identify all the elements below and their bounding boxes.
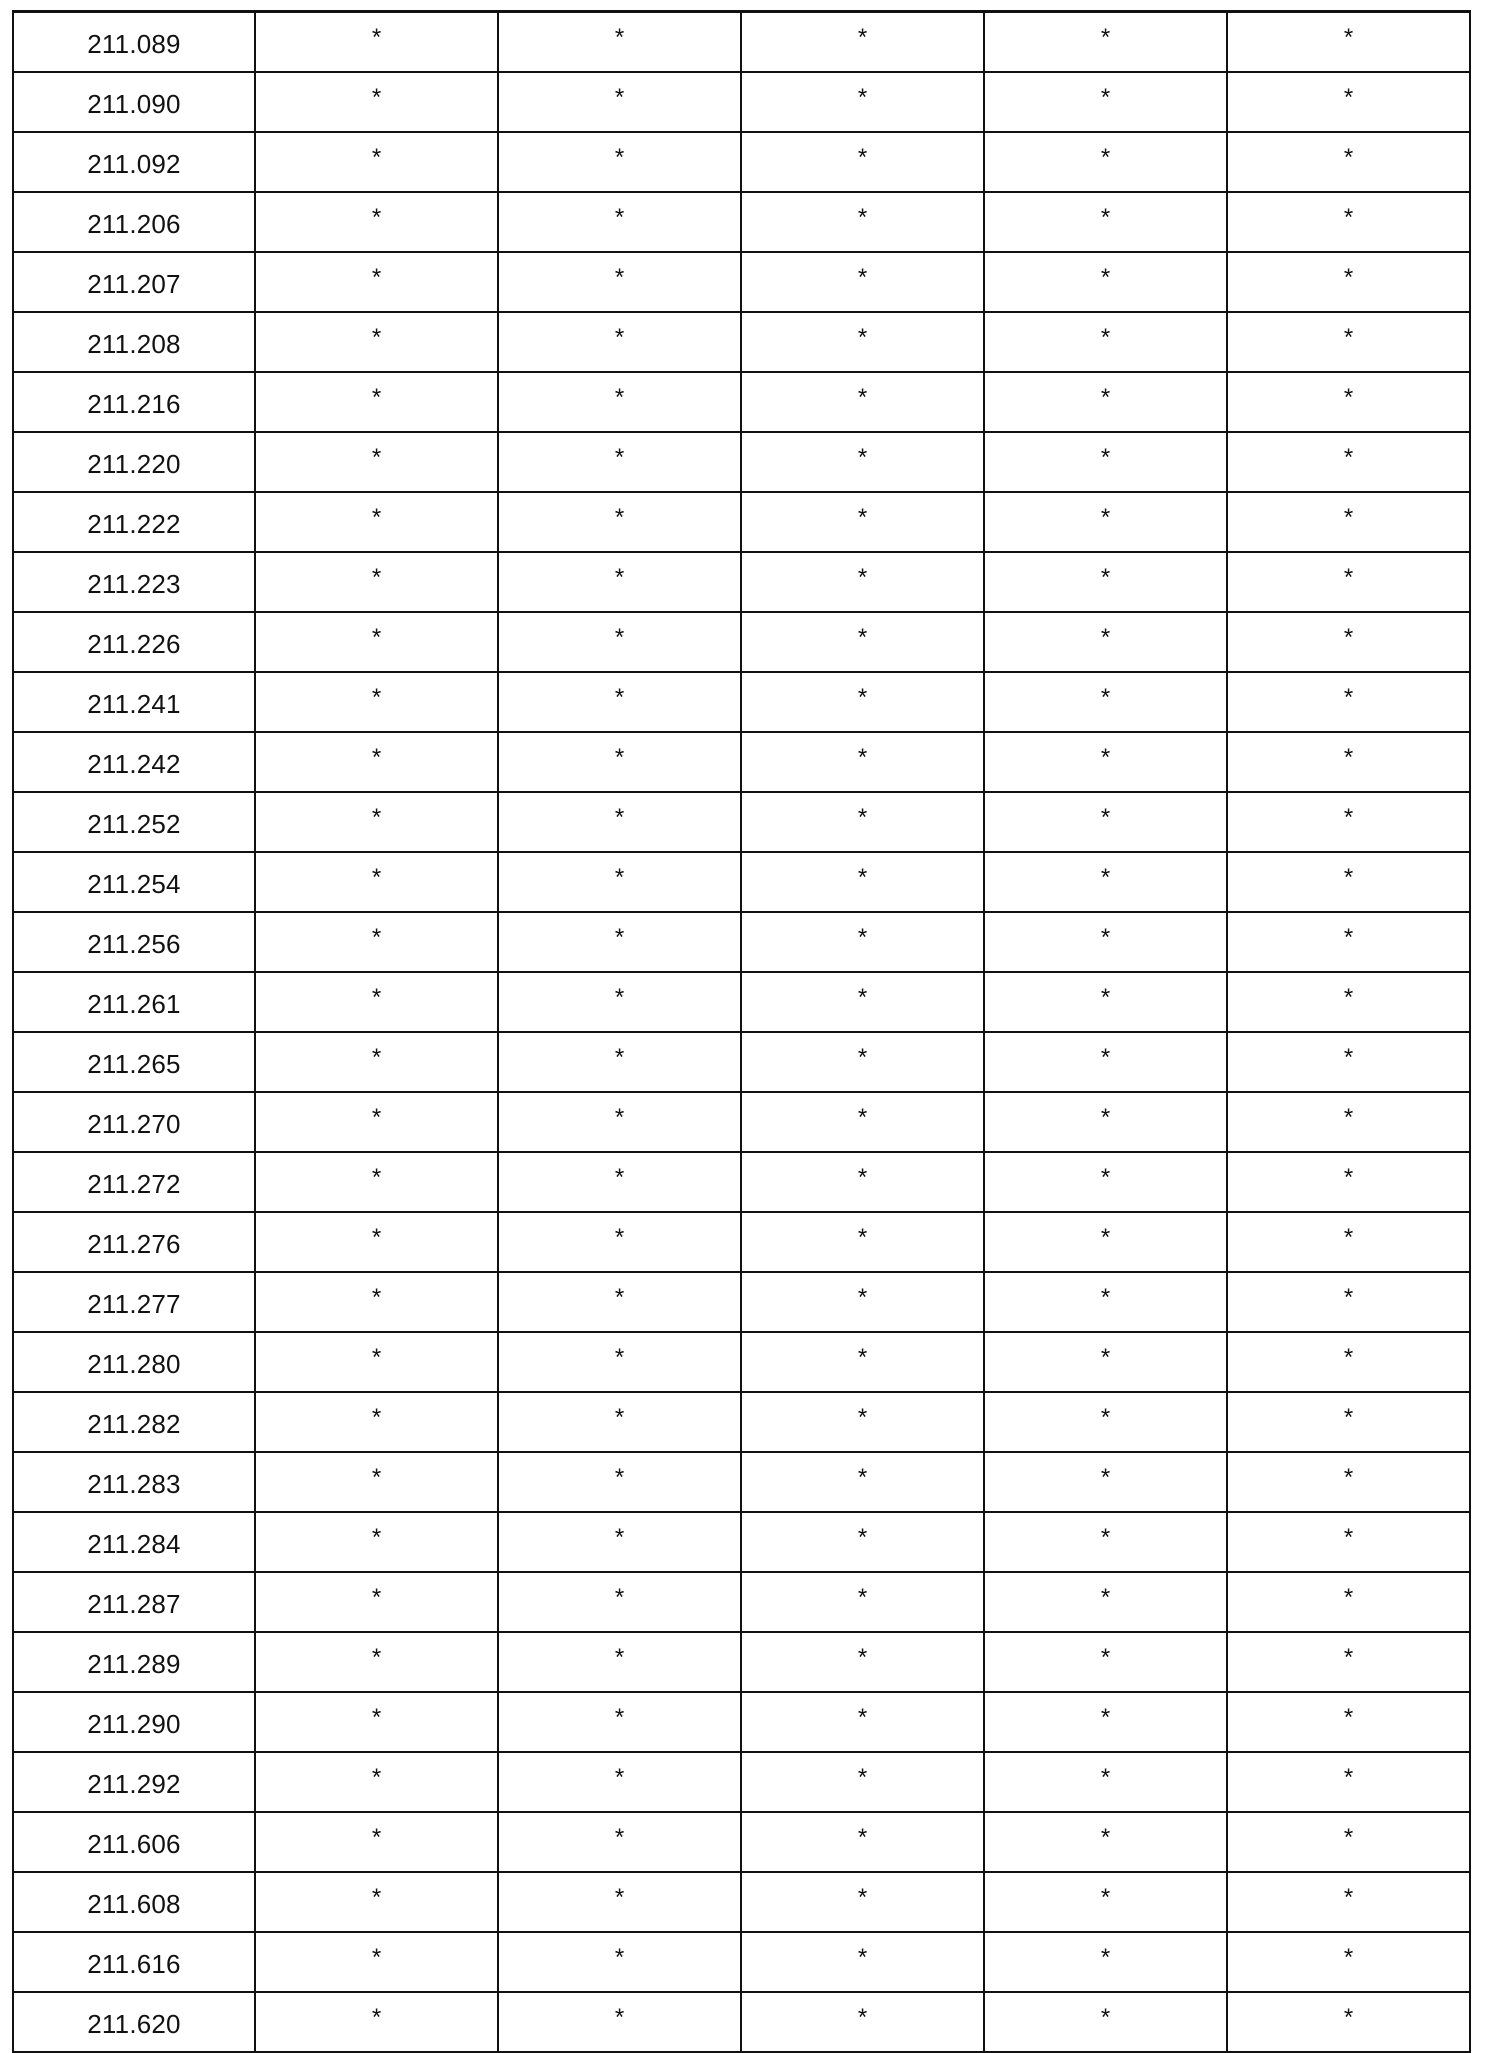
value-cell: *	[255, 492, 498, 552]
value-cell: *	[255, 792, 498, 852]
value-cell: *	[498, 672, 741, 732]
value-cell: *	[255, 612, 498, 672]
value-cell: *	[255, 1452, 498, 1512]
value-cell: *	[741, 1572, 984, 1632]
table-row	[13, 252, 1470, 312]
value-cell: *	[741, 1872, 984, 1932]
value-cell: *	[741, 1392, 984, 1452]
value-cell: *	[498, 1032, 741, 1092]
value-cell: *	[255, 1512, 498, 1572]
table-row	[13, 1272, 1470, 1332]
row-id-cell: 211.282	[13, 1392, 255, 1452]
table-body	[13, 12, 1470, 2053]
value-cell: *	[984, 612, 1227, 672]
row-id-cell: 211.287	[13, 1572, 255, 1632]
value-cell: *	[741, 792, 984, 852]
value-cell: *	[498, 1752, 741, 1812]
table-row	[13, 1872, 1470, 1932]
value-cell: *	[1227, 1872, 1470, 1932]
value-cell: *	[984, 72, 1227, 132]
row-id-cell: 211.265	[13, 1032, 255, 1092]
value-cell: *	[984, 492, 1227, 552]
table-row	[13, 432, 1470, 492]
value-cell: *	[255, 1392, 498, 1452]
value-cell: *	[498, 12, 741, 73]
row-id-cell: 211.289	[13, 1632, 255, 1692]
value-cell: *	[741, 612, 984, 672]
value-cell: *	[255, 1872, 498, 1932]
value-cell: *	[741, 1212, 984, 1272]
value-cell: *	[984, 1632, 1227, 1692]
row-id-cell: 211.616	[13, 1932, 255, 1992]
value-cell: *	[1227, 1992, 1470, 2052]
row-id-cell: 211.089	[13, 12, 255, 73]
table-row	[13, 1632, 1470, 1692]
value-cell: *	[741, 252, 984, 312]
value-cell: *	[1227, 1752, 1470, 1812]
value-cell: *	[1227, 1632, 1470, 1692]
value-cell: *	[255, 972, 498, 1032]
value-cell: *	[255, 552, 498, 612]
value-cell: *	[498, 1512, 741, 1572]
value-cell: *	[741, 672, 984, 732]
value-cell: *	[498, 72, 741, 132]
value-cell: *	[498, 1392, 741, 1452]
table-row	[13, 1212, 1470, 1272]
value-cell: *	[255, 132, 498, 192]
value-cell: *	[741, 312, 984, 372]
value-cell: *	[1227, 1692, 1470, 1752]
value-cell: *	[1227, 132, 1470, 192]
value-cell: *	[255, 1092, 498, 1152]
value-cell: *	[984, 672, 1227, 732]
row-id-cell: 211.222	[13, 492, 255, 552]
value-cell: *	[984, 132, 1227, 192]
value-cell: *	[498, 612, 741, 672]
value-cell: *	[498, 912, 741, 972]
table-row	[13, 312, 1470, 372]
value-cell: *	[498, 252, 741, 312]
value-cell: *	[255, 1332, 498, 1392]
value-cell: *	[255, 72, 498, 132]
table-row	[13, 1932, 1470, 1992]
value-cell: *	[255, 672, 498, 732]
value-cell: *	[498, 1272, 741, 1332]
value-cell: *	[255, 1272, 498, 1332]
row-id-cell: 211.280	[13, 1332, 255, 1392]
value-cell: *	[1227, 1572, 1470, 1632]
table-row	[13, 672, 1470, 732]
value-cell: *	[984, 552, 1227, 612]
value-cell: *	[741, 1332, 984, 1392]
value-cell: *	[498, 1992, 741, 2052]
value-cell: *	[984, 852, 1227, 912]
row-id-cell: 211.620	[13, 1992, 255, 2052]
value-cell: *	[984, 1032, 1227, 1092]
value-cell: *	[1227, 312, 1470, 372]
value-cell: *	[984, 1272, 1227, 1332]
value-cell: *	[1227, 372, 1470, 432]
value-cell: *	[741, 1272, 984, 1332]
value-cell: *	[741, 1692, 984, 1752]
row-id-cell: 211.216	[13, 372, 255, 432]
value-cell: *	[498, 972, 741, 1032]
row-id-cell: 211.290	[13, 1692, 255, 1752]
value-cell: *	[984, 792, 1227, 852]
value-cell: *	[498, 1692, 741, 1752]
value-cell: *	[741, 972, 984, 1032]
value-cell: *	[984, 1332, 1227, 1392]
data-table-container	[12, 10, 1458, 2053]
value-cell: *	[1227, 1212, 1470, 1272]
value-cell: *	[741, 1992, 984, 2052]
value-cell: *	[498, 1812, 741, 1872]
value-cell: *	[984, 1812, 1227, 1872]
row-id-cell: 211.207	[13, 252, 255, 312]
value-cell: *	[741, 912, 984, 972]
row-id-cell: 211.226	[13, 612, 255, 672]
table-row	[13, 732, 1470, 792]
value-cell: *	[498, 1872, 741, 1932]
value-cell: *	[741, 1812, 984, 1872]
value-cell: *	[1227, 1392, 1470, 1452]
value-cell: *	[741, 192, 984, 252]
row-id-cell: 211.242	[13, 732, 255, 792]
value-cell: *	[1227, 1032, 1470, 1092]
value-cell: *	[984, 372, 1227, 432]
table-row	[13, 372, 1470, 432]
row-id-cell: 211.292	[13, 1752, 255, 1812]
table-row	[13, 1152, 1470, 1212]
value-cell: *	[1227, 1452, 1470, 1512]
value-cell: *	[498, 132, 741, 192]
value-cell: *	[255, 12, 498, 73]
value-cell: *	[1227, 12, 1470, 73]
value-cell: *	[984, 12, 1227, 73]
value-cell: *	[1227, 972, 1470, 1032]
value-cell: *	[741, 1152, 984, 1212]
row-id-cell: 211.270	[13, 1092, 255, 1152]
value-cell: *	[984, 1992, 1227, 2052]
value-cell: *	[1227, 612, 1470, 672]
table-row	[13, 792, 1470, 852]
value-cell: *	[1227, 1512, 1470, 1572]
value-cell: *	[498, 312, 741, 372]
value-cell: *	[255, 732, 498, 792]
value-cell: *	[1227, 912, 1470, 972]
value-cell: *	[741, 1752, 984, 1812]
table-row	[13, 1812, 1470, 1872]
table-row	[13, 192, 1470, 252]
value-cell: *	[741, 1632, 984, 1692]
value-cell: *	[984, 192, 1227, 252]
row-id-cell: 211.277	[13, 1272, 255, 1332]
value-cell: *	[498, 552, 741, 612]
value-cell: *	[255, 1692, 498, 1752]
value-cell: *	[255, 252, 498, 312]
row-id-cell: 211.223	[13, 552, 255, 612]
value-cell: *	[1227, 1272, 1470, 1332]
value-cell: *	[1227, 732, 1470, 792]
row-id-cell: 211.276	[13, 1212, 255, 1272]
table-row	[13, 1452, 1470, 1512]
value-cell: *	[255, 1812, 498, 1872]
row-id-cell: 211.208	[13, 312, 255, 372]
value-cell: *	[1227, 1152, 1470, 1212]
value-cell: *	[741, 732, 984, 792]
value-cell: *	[498, 1332, 741, 1392]
row-id-cell: 211.606	[13, 1812, 255, 1872]
table-row	[13, 852, 1470, 912]
row-id-cell: 211.252	[13, 792, 255, 852]
value-cell: *	[498, 792, 741, 852]
value-cell: *	[255, 1212, 498, 1272]
value-cell: *	[498, 1092, 741, 1152]
value-cell: *	[1227, 852, 1470, 912]
value-cell: *	[255, 1632, 498, 1692]
value-cell: *	[1227, 72, 1470, 132]
value-cell: *	[498, 1572, 741, 1632]
value-cell: *	[984, 1752, 1227, 1812]
value-cell: *	[498, 1932, 741, 1992]
value-cell: *	[741, 432, 984, 492]
value-cell: *	[741, 492, 984, 552]
value-cell: *	[741, 372, 984, 432]
value-cell: *	[1227, 192, 1470, 252]
row-id-cell: 211.608	[13, 1872, 255, 1932]
row-id-cell: 211.256	[13, 912, 255, 972]
table-row	[13, 132, 1470, 192]
value-cell: *	[498, 1452, 741, 1512]
value-cell: *	[1227, 1332, 1470, 1392]
value-cell: *	[498, 192, 741, 252]
data-table	[12, 10, 1471, 2053]
row-id-cell: 211.272	[13, 1152, 255, 1212]
value-cell: *	[984, 1872, 1227, 1932]
value-cell: *	[255, 1752, 498, 1812]
value-cell: *	[984, 1152, 1227, 1212]
value-cell: *	[984, 1212, 1227, 1272]
value-cell: *	[741, 552, 984, 612]
value-cell: *	[1227, 1932, 1470, 1992]
value-cell: *	[984, 1512, 1227, 1572]
table-row	[13, 492, 1470, 552]
row-id-cell: 211.284	[13, 1512, 255, 1572]
value-cell: *	[741, 1512, 984, 1572]
row-id-cell: 211.092	[13, 132, 255, 192]
value-cell: *	[498, 432, 741, 492]
table-row	[13, 912, 1470, 972]
row-id-cell: 211.220	[13, 432, 255, 492]
value-cell: *	[984, 1092, 1227, 1152]
value-cell: *	[1227, 1092, 1470, 1152]
value-cell: *	[984, 312, 1227, 372]
table-row	[13, 552, 1470, 612]
value-cell: *	[984, 432, 1227, 492]
table-row	[13, 1692, 1470, 1752]
value-cell: *	[1227, 252, 1470, 312]
row-id-cell: 211.283	[13, 1452, 255, 1512]
value-cell: *	[984, 1692, 1227, 1752]
value-cell: *	[255, 432, 498, 492]
value-cell: *	[1227, 672, 1470, 732]
value-cell: *	[741, 1452, 984, 1512]
table-row	[13, 612, 1470, 672]
table-row	[13, 1092, 1470, 1152]
row-id-cell: 211.254	[13, 852, 255, 912]
value-cell: *	[741, 1092, 984, 1152]
value-cell: *	[741, 852, 984, 912]
value-cell: *	[984, 912, 1227, 972]
value-cell: *	[1227, 432, 1470, 492]
table-row	[13, 972, 1470, 1032]
value-cell: *	[255, 192, 498, 252]
value-cell: *	[984, 732, 1227, 792]
value-cell: *	[741, 1932, 984, 1992]
value-cell: *	[255, 1152, 498, 1212]
row-id-cell: 211.206	[13, 192, 255, 252]
value-cell: *	[255, 1572, 498, 1632]
value-cell: *	[255, 312, 498, 372]
value-cell: *	[255, 372, 498, 432]
value-cell: *	[984, 1572, 1227, 1632]
value-cell: *	[1227, 492, 1470, 552]
value-cell: *	[984, 1392, 1227, 1452]
value-cell: *	[984, 1932, 1227, 1992]
value-cell: *	[498, 1632, 741, 1692]
row-id-cell: 211.261	[13, 972, 255, 1032]
table-row	[13, 72, 1470, 132]
value-cell: *	[741, 1032, 984, 1092]
value-cell: *	[984, 972, 1227, 1032]
value-cell: *	[498, 1212, 741, 1272]
value-cell: *	[255, 1032, 498, 1092]
value-cell: *	[255, 1932, 498, 1992]
value-cell: *	[1227, 552, 1470, 612]
value-cell: *	[498, 372, 741, 432]
value-cell: *	[1227, 792, 1470, 852]
value-cell: *	[498, 732, 741, 792]
value-cell: *	[498, 492, 741, 552]
table-row	[13, 1512, 1470, 1572]
table-row	[13, 1992, 1470, 2052]
row-id-cell: 211.090	[13, 72, 255, 132]
value-cell: *	[741, 72, 984, 132]
value-cell: *	[741, 12, 984, 73]
table-row	[13, 1032, 1470, 1092]
table-row	[13, 1392, 1470, 1452]
table-row	[13, 1332, 1470, 1392]
value-cell: *	[498, 1152, 741, 1212]
value-cell: *	[255, 852, 498, 912]
table-row	[13, 12, 1470, 73]
row-id-cell: 211.241	[13, 672, 255, 732]
value-cell: *	[741, 132, 984, 192]
value-cell: *	[255, 912, 498, 972]
value-cell: *	[984, 252, 1227, 312]
table-row	[13, 1572, 1470, 1632]
value-cell: *	[1227, 1812, 1470, 1872]
value-cell: *	[984, 1452, 1227, 1512]
value-cell: *	[498, 852, 741, 912]
value-cell: *	[255, 1992, 498, 2052]
table-row	[13, 1752, 1470, 1812]
